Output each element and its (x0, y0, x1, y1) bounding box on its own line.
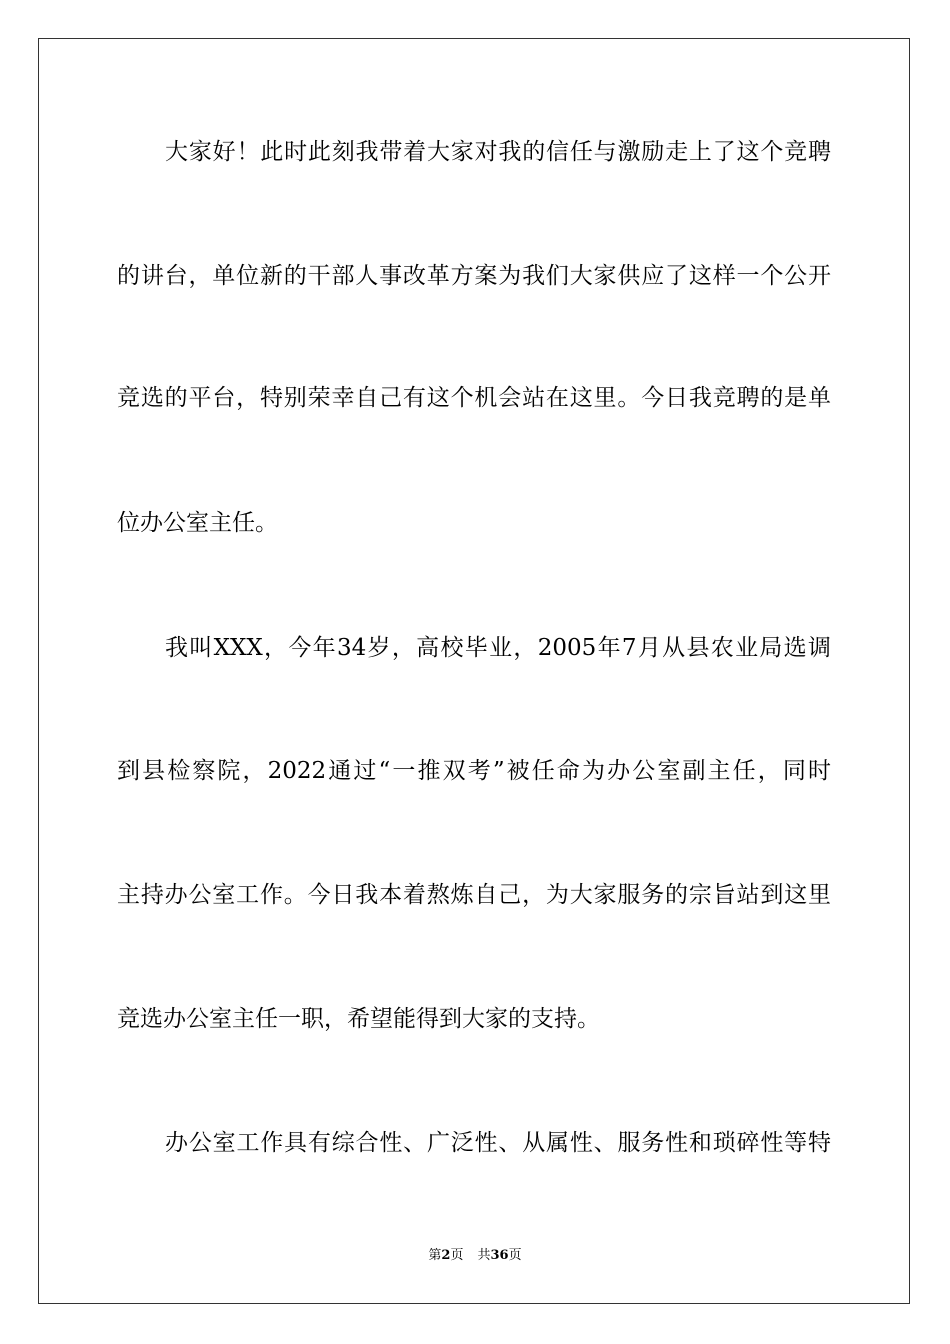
paragraph-2-line-1: 我叫XXX，今年34岁，高校毕业，2005年7月从县农业局选调 (165, 635, 831, 661)
paragraph-2-line-4: 竞选办公室主任一职，希望能得到大家的支持。 (117, 1006, 600, 1032)
paragraph-1-line-1: 大家好！此时此刻我带着大家对我的信任与激励走上了这个竞聘 (165, 139, 831, 165)
page-current: 2 (441, 1248, 451, 1263)
page-suffix: 页 (450, 1248, 464, 1263)
total-prefix: 共 (477, 1248, 491, 1263)
paragraph-1-line-2: 的讲台，单位新的干部人事改革方案为我们大家供应了这样一个公开 (117, 263, 831, 289)
paragraph-1-line-3: 竞选的平台，特别荣幸自己有这个机会站在这里。今日我竞聘的是单 (117, 385, 831, 411)
page-total: 36 (490, 1248, 509, 1263)
paragraph-1-line-4: 位办公室主任。 (117, 510, 278, 536)
paragraph-2-line-2: 到县检察院，2022通过“一推双考”被任命为办公室副主任，同时 (117, 758, 831, 784)
page-prefix: 第 (428, 1248, 442, 1263)
page-footer (0, 1247, 950, 1265)
total-suffix: 页 (508, 1248, 522, 1263)
page-border (38, 38, 910, 1304)
paragraph-2-line-3: 主持办公室工作。今日我本着熬炼自己，为大家服务的宗旨站到这里 (117, 882, 831, 908)
paragraph-3-line-1: 办公室工作具有综合性、广泛性、从属性、服务性和琐碎性等特 (165, 1130, 831, 1156)
